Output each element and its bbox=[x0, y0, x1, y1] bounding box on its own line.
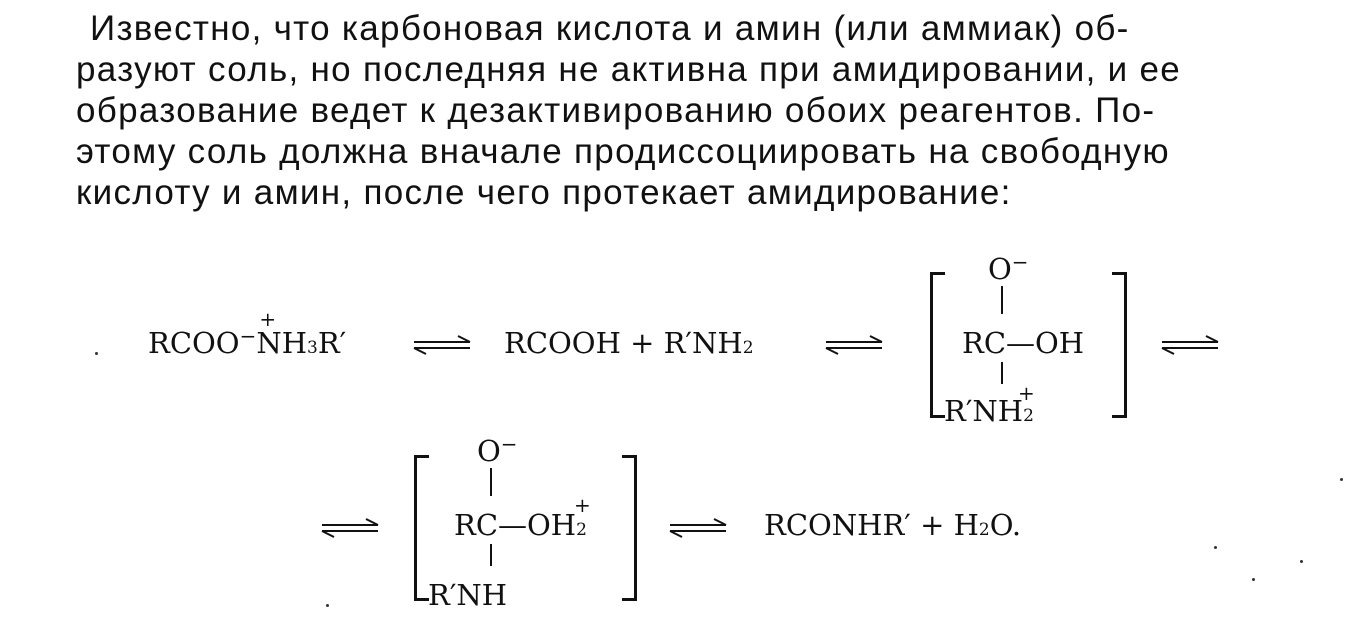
int1-o: O bbox=[988, 252, 1012, 286]
salt-plus-charge: + bbox=[259, 307, 277, 331]
product-text: RCONHR′ + H bbox=[764, 508, 979, 542]
scan-speck bbox=[326, 604, 329, 607]
int1-subscript-2: 2 bbox=[1023, 406, 1034, 426]
intermediate1-right-bracket bbox=[1112, 272, 1127, 418]
product-end: O. bbox=[989, 508, 1022, 542]
int2-subscript-2: 2 bbox=[576, 520, 587, 540]
int2-carbon-oh2 bbox=[454, 510, 587, 545]
equilibrium-arrow-4 bbox=[318, 518, 382, 538]
products bbox=[764, 510, 1021, 545]
equilibrium-arrow-3 bbox=[1158, 335, 1222, 355]
scan-speck bbox=[1340, 478, 1343, 481]
paragraph-line: Известно, что карбоновая кислота и амин (или аммиак) об- bbox=[90, 9, 1130, 48]
int2-bond-top bbox=[490, 468, 492, 496]
equilibrium-arrow-2 bbox=[822, 335, 886, 355]
salt-n: N bbox=[256, 326, 282, 360]
int2-oxygen bbox=[477, 432, 518, 469]
salt-subscript-3: 3 bbox=[307, 338, 318, 358]
int2-o: O bbox=[477, 434, 501, 468]
acid-amine bbox=[504, 328, 754, 363]
salt-h: H bbox=[281, 326, 308, 360]
equilibrium-arrow-1 bbox=[410, 335, 474, 355]
int2-plus-charge: + bbox=[574, 493, 591, 517]
int2-amine: R′NH bbox=[428, 578, 508, 612]
salt-r-prime: R′ bbox=[317, 326, 347, 360]
int1-carbon-oh: RC—OH bbox=[962, 326, 1085, 360]
paragraph-line: образование ведет к дезактивированию обоих реагентов. По- bbox=[76, 91, 1156, 130]
paragraph-line: кислоту и амин, после чего протекает амидирование: bbox=[76, 173, 1012, 212]
paragraph-line: разуют соль, но последняя не активна при амидировании, и ее bbox=[76, 50, 1182, 89]
product-subscript-2: 2 bbox=[978, 520, 990, 540]
intermediate1-left-bracket bbox=[930, 272, 945, 418]
intermediate2-right-bracket bbox=[622, 455, 637, 601]
int1-oxygen bbox=[988, 250, 1029, 287]
scan-speck bbox=[1300, 560, 1303, 563]
int2-bond-bottom bbox=[490, 544, 492, 566]
salt-formula bbox=[148, 307, 347, 363]
salt-n-group bbox=[256, 307, 282, 360]
scan-speck bbox=[1214, 546, 1217, 549]
int1-bond-top bbox=[1001, 286, 1003, 314]
int1-bond-bottom bbox=[1001, 362, 1003, 384]
equilibrium-arrow-5 bbox=[666, 518, 730, 538]
scan-speck bbox=[1252, 578, 1255, 581]
scan-speck bbox=[95, 352, 98, 355]
acid-amine-text: RCOOH + R′NH bbox=[504, 326, 743, 360]
int1-minus-charge: − bbox=[1011, 250, 1029, 274]
salt-minus-charge: − bbox=[239, 324, 257, 348]
int1-rnh: R′NH bbox=[944, 394, 1024, 428]
int1-plus-charge: + bbox=[1018, 381, 1035, 405]
acid-subscript-2: 2 bbox=[742, 338, 754, 358]
intermediate2-left-bracket bbox=[414, 455, 429, 601]
int2-rc-oh: RC—OH bbox=[454, 508, 577, 542]
paragraph-line: этому соль должна вначале продиссоциировать на свободную bbox=[76, 132, 1170, 171]
int2-minus-charge: − bbox=[500, 432, 518, 456]
salt-rcoo: RCOO bbox=[148, 326, 240, 360]
